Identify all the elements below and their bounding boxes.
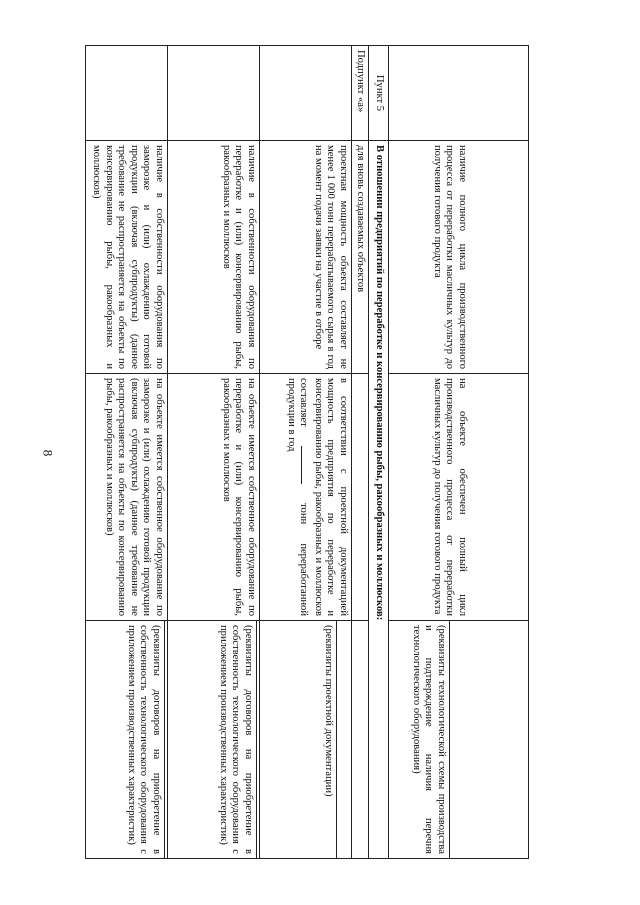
table-cell-confirmation: [260, 374, 352, 621]
table-wrapper: [85, 45, 529, 858]
documents-line: [123, 621, 166, 858]
subpoint-text: для вновь создаваемых объектов: [352, 141, 370, 374]
documents-line: [215, 621, 258, 858]
table-cell-documents-text: (реквизиты договоров на приобретение в собственность технологического оборудования с приложением производственных характеристик): [126, 625, 162, 854]
table-cell-documents-text: (реквизиты договоров на приобретение в собственность технологического оборудования с приложением производственных характеристик): [218, 625, 254, 854]
table-row: [260, 46, 352, 859]
rotated-table-container: [85, 45, 529, 858]
subpoint-label: Подпункт «а»: [352, 46, 370, 141]
table-cell-documents: [260, 621, 352, 859]
table-cell-empty: [168, 46, 260, 141]
page-number: 8: [40, 449, 56, 457]
documents-line: [320, 621, 338, 858]
table-cell-requirement: наличие полного цикла производственного процесса от переработки масличных культур до получения готового продукта: [389, 141, 529, 374]
fill-in-blank: [302, 446, 312, 484]
table-row: [168, 46, 260, 859]
table-cell-requirement: проектная мощность объекта составляет не менее 1 000 тонн перерабатываемого сырья в год на момент подачи заявки на участие в отборе: [260, 141, 352, 374]
table-cell-empty: [389, 46, 529, 141]
subpoint-row: [352, 46, 370, 859]
criteria-table: [85, 45, 529, 859]
table-row: [86, 46, 168, 859]
table-cell-empty: [86, 46, 168, 141]
section-row: [369, 46, 389, 859]
table-cell-requirement: наличие в собственности оборудования по заморозке и (или) охлаждению готовой продукции (включая субпродукты) (данное требование не распространяется на объекты по консервированию рыбы, ракообразных и моллюсков): [86, 141, 168, 374]
table-cell-empty: [260, 46, 352, 141]
section-point-label: Пункт 5: [369, 46, 389, 141]
table-cell-documents: [168, 621, 260, 859]
confirmation-text-a: в соответствии с проектной документацией мощность предприятия по переработке и консервированию рыбы, ракообразных и моллюсков составляет: [298, 378, 349, 616]
subpoint-empty-cell: [352, 374, 370, 621]
table-cell-confirmation: на объекте обеспечен полный цикл производственного процесса от переработки масличных культур до получения готового продукта: [389, 374, 529, 621]
table-cell-confirmation: на объекте имеется собственное оборудование по переработке и (или) консервированию рыбы, ракообразных и моллюсков: [168, 374, 260, 621]
table-cell-documents-text: (реквизиты проектной документации): [323, 625, 334, 797]
table-cell-documents: [86, 621, 168, 859]
table-row: [389, 46, 529, 859]
table-cell-confirmation: на объекте имеется собственное оборудование по заморозке и (или) охлаждению готовой продукции (включая субпродукты) (данное требование не распространяется на объекты по консервированию рыбы, ракообразных и моллюсков): [86, 374, 168, 621]
subpoint-empty-cell: [352, 621, 370, 859]
table-cell-documents-text: (реквизиты технологической схемы производства и подтверждение наличия перечня технологического оборудования): [411, 625, 447, 854]
documents-line: [408, 621, 451, 858]
table-cell-documents: [389, 621, 529, 859]
confirmation-text-b: тонн переработанной продукции в год: [286, 378, 310, 616]
section-title: В отношении предприятий по переработке и консервированию рыбы, ракообразных и моллюсков:: [369, 141, 389, 859]
table-cell-requirement: наличие в собственности оборудования по переработке и (или) консервированию рыбы, ракообразных и моллюсков: [168, 141, 260, 374]
